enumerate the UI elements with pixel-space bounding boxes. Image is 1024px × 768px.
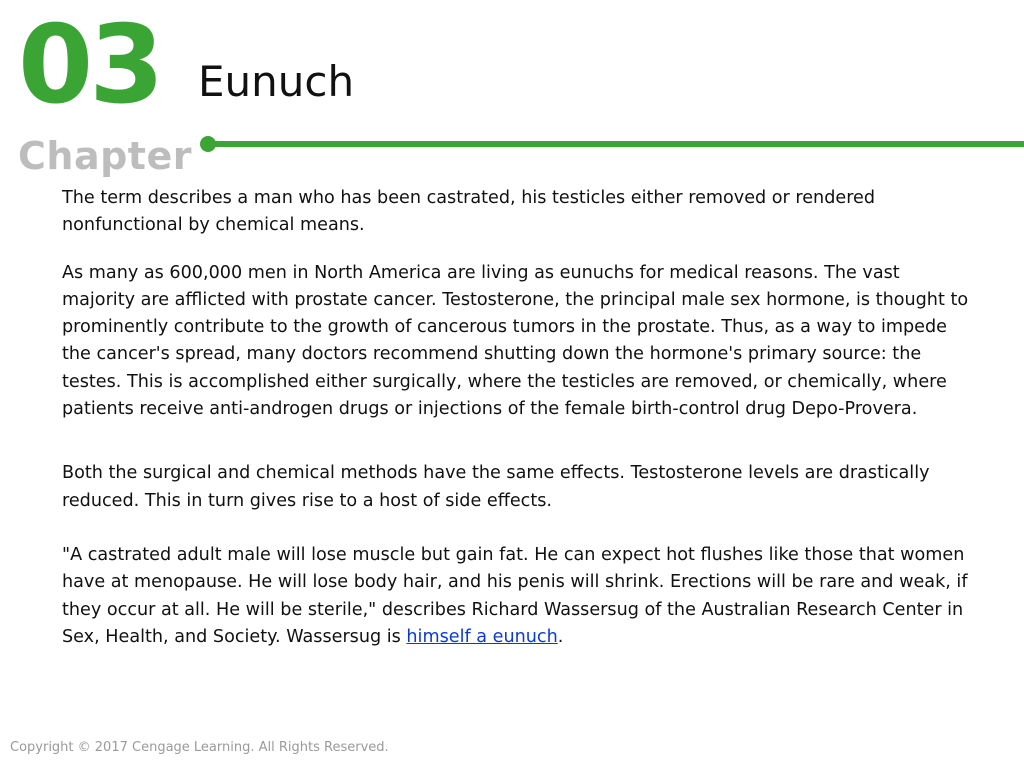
quote-end: . xyxy=(557,626,564,647)
chapter-number: 03 xyxy=(18,3,161,128)
chapter-badge xyxy=(18,3,192,178)
copyright-footer: Copyright © 2017 Cengage Learning. All Rights Reserved. xyxy=(10,740,389,755)
paragraph-medical-reasons: As many as 600,000 men in North America are living as eunuchs for medical reasons. The vast majority are afflicted with prostate cancer. Testosterone, the principal male sex hormone, is thought to prominently contribute to the growth of cancerous tumors in the prostate. Thus, as a way to impede the cancer's spread, many doctors recommend shutting down the hormone's primary source: the testes. This is accomplished either surgically, where the testicles are removed, or chemically, where patients receive anti-androgen drugs or injections of the female birth-control drug Depo-Provera. xyxy=(62,262,969,420)
rule-dot xyxy=(200,136,216,152)
paragraph-definition: The term describes a man who has been castrated, his testicles either removed or rendered nonfunctional by chemical means. xyxy=(62,188,876,236)
paragraph-quote xyxy=(62,542,972,651)
rule-line xyxy=(208,141,1024,147)
slide-title: Eunuch xyxy=(198,57,355,106)
paragraph-effects: Both the surgical and chemical methods have the same effects. Testosterone levels are drastically reduced. This in turn gives rise to a host of side effects. xyxy=(62,463,930,511)
quote-text: "A castrated adult male will lose muscle but gain fat. He can expect hot flushes like those that women have at menopause. He will lose body hair, and his penis will shrink. Erections will be rare and weak, if they occur at all. He will be sterile," describes Richard Wassersug of the Australian Research Center in Sex, Health, and Society. Wassersug is xyxy=(62,544,968,647)
slide-body xyxy=(62,185,972,651)
chapter-label: Chapter xyxy=(18,134,192,178)
title-underline-rule xyxy=(200,136,1024,152)
himself-a-eunuch-link[interactable]: himself a eunuch xyxy=(406,626,558,647)
